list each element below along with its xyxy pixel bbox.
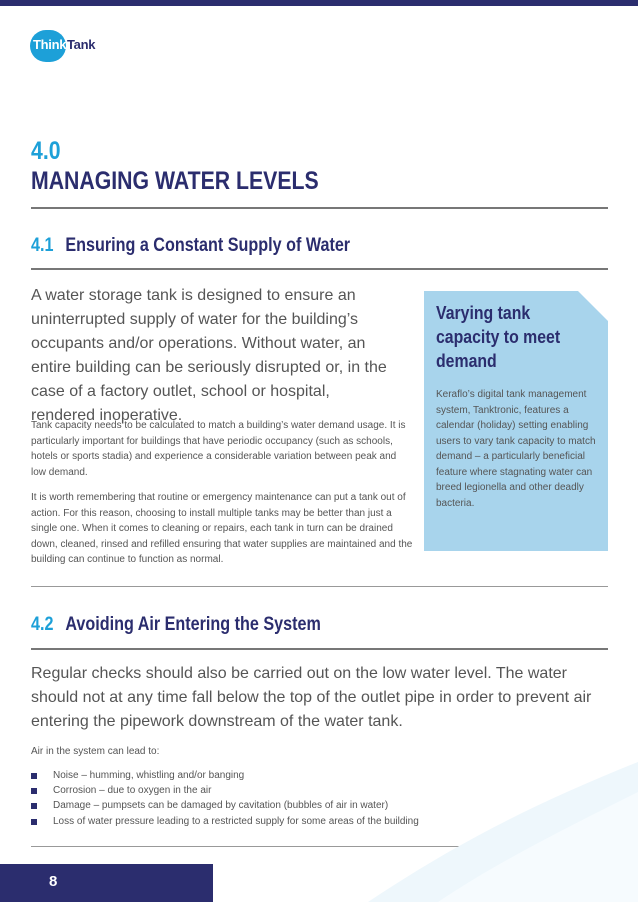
section-title: MANAGING WATER LEVELS: [31, 167, 319, 195]
bullets-intro: Air in the system can lead to:: [31, 746, 160, 757]
section-separator: [31, 586, 608, 587]
page-number-tab: [0, 864, 213, 902]
logo-tank-text: Tank: [67, 37, 96, 52]
subsection-number: 4.2: [31, 614, 54, 635]
callout-body: Keraflo’s digital tank management system, Tanktronic, features a calendar (holiday) setting enabling users to vary tank capacity to match demand – a particularly beneficial feature where stagnating water can breed legionella and other deadly bacteria.: [436, 389, 596, 509]
subsection-title: Avoiding Air Entering the System: [65, 614, 321, 635]
subsection-number: 4.1: [31, 235, 54, 256]
lead-paragraph-4-2: Regular checks should also be carried out on the low water level. The water should not at any time fall below the top of the outlet pipe in order to prevent air entering the pipework downstream of the water tank.: [31, 665, 592, 730]
subsection-heading-4-1: [31, 235, 350, 257]
bullet-square-icon: [31, 773, 37, 779]
list-item-text: Corrosion – due to oxygen in the air: [53, 785, 212, 797]
subsection-divider: [31, 648, 608, 650]
section-number: 4.0: [31, 137, 61, 165]
subsection-title: Ensuring a Constant Supply of Water: [65, 235, 351, 256]
lead-paragraph-4-1: A water storage tank is designed to ensure an uninterrupted supply of water for the building’s occupants and/or operations. Without water, an entire building can be seriously disrupted or, in the case of a factory outlet, school or hospital, rendered inoperative.: [31, 287, 387, 424]
bullet-square-icon: [31, 819, 37, 825]
footer-wave-decoration: [308, 762, 638, 902]
top-bar: [0, 0, 638, 6]
page-number: 8: [49, 873, 58, 890]
list-item-text: Damage – pumpsets can be damaged by cavitation (bubbles of air in water): [53, 800, 389, 812]
subsection-heading-4-2: [31, 614, 321, 636]
bullet-square-icon: [31, 803, 37, 809]
callout-corner-fold: [578, 291, 608, 321]
subsection-divider: [31, 268, 608, 270]
body-paragraph-maintenance: It is worth remembering that routine or emergency maintenance can put a tank out of action. For this reason, choosing to install multiple tanks may be better than just a single one. When it comes to cleaning or repairs, each tank in turn can be drained down, cleaned, rinsed and refilled ensuring that water supplies are maintained and the building can continue to function as normal.: [31, 492, 413, 565]
logo-think-text: Think: [33, 37, 67, 52]
list-item-text: Noise – humming, whistling and/or banging: [53, 770, 245, 781]
callout-title: Varying tank capacity to meet demand: [436, 303, 561, 371]
section-divider: [31, 207, 608, 209]
bullet-square-icon: [31, 788, 37, 794]
list-item-text: Loss of water pressure leading to a restricted supply for some areas of the building: [53, 815, 419, 827]
callout-box: [424, 291, 608, 551]
body-paragraph-capacity: Tank capacity needs to be calculated to match a building’s water demand usage. It is particularly important for buildings that have periodic occupancy (such as schools, hotels or sports stadia) and experience a considerable variation between peak and low demand.: [31, 420, 406, 478]
